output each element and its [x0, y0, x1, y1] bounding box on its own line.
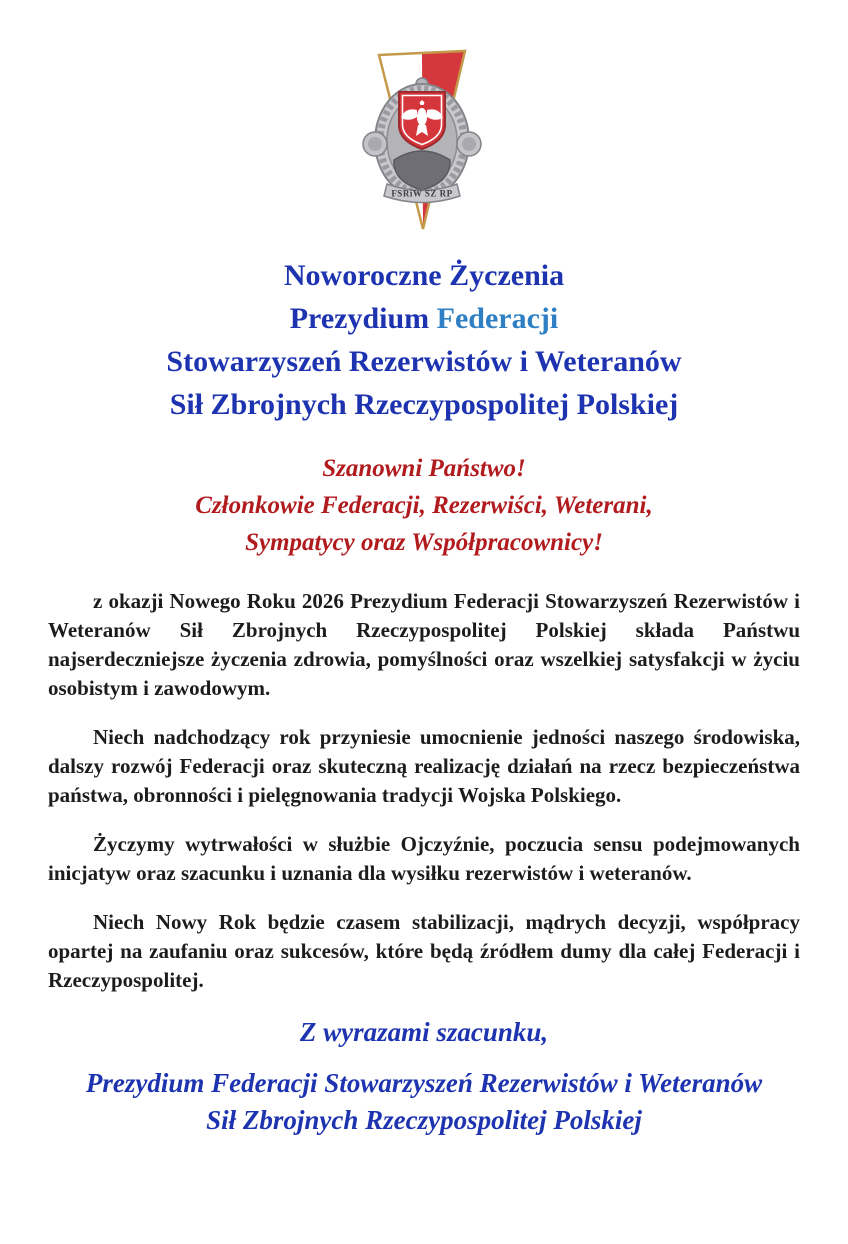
title-line-3: Stowarzyszeń Rezerwistów i Weteranów	[166, 345, 682, 378]
letter-body	[48, 587, 800, 995]
salutation-line-1: Szanowni Państwo!	[322, 455, 526, 482]
salutation	[0, 450, 848, 561]
paragraph-3: Życzymy wytrwałości w służbie Ojczyźnie, poczucia sensu podejmowanych inicjatyw oraz szacunku i uznania dla wysiłku rezerwistów i weteranów.	[48, 832, 800, 885]
salutation-line-2: Członkowie Federacji, Rezerwiści, Weterani,	[195, 492, 653, 519]
paragraph-4: Niech Nowy Rok będzie czasem stabilizacji, mądrych decyzji, współpracy opartej na zaufaniu oraz sukcesów, które będą źródłem dumy dla całej Federacji i Rzeczypospolitej.	[48, 910, 800, 992]
letter-page	[0, 44, 848, 1244]
badge-banner-text: FSRiW SZ RP	[391, 188, 453, 199]
title-line-2	[0, 297, 848, 340]
signature-closing: Z wyrazami szacunku,	[299, 1017, 549, 1047]
signature-line-1: Prezydium Federacji Stowarzyszeń Rezerwistów i Weteranów	[85, 1068, 763, 1098]
title-line-2-main: Prezydium	[289, 302, 437, 335]
title-line-2-accent: Federacji	[436, 302, 559, 335]
title-line-4: Sił Zbrojnych Rzeczypospolitej Polskiej	[169, 388, 679, 421]
federation-badge-icon	[349, 44, 499, 234]
paragraph-2: Niech nadchodzący rok przyniesie umocnienie jedności naszego środowiska, dalszy rozwój Federacji oraz skuteczną realizację działań na rzecz bezpieczeństwa państwa, obronności i pielęgnowania tradycji Wojska Polskiego.	[48, 725, 800, 807]
letter-title	[0, 254, 848, 426]
title-line-1: Noworoczne Życzenia	[283, 259, 565, 292]
signature-block	[0, 1065, 848, 1139]
signature-line-2: Sił Zbrojnych Rzeczypospolitej Polskiej	[206, 1105, 642, 1135]
salutation-line-3: Sympatycy oraz Współpracownicy!	[245, 529, 603, 556]
paragraph-1: z okazji Nowego Roku 2026 Prezydium Federacji Stowarzyszeń Rezerwistów i Weteranów Sił Zbrojnych Rzeczypospolitej Polskiej składa Państwu najserdeczniejsze życzenia zdrowia, pomyślności oraz wszelkiej satysfakcji w życiu osobistym i zawodowym.	[48, 589, 800, 700]
